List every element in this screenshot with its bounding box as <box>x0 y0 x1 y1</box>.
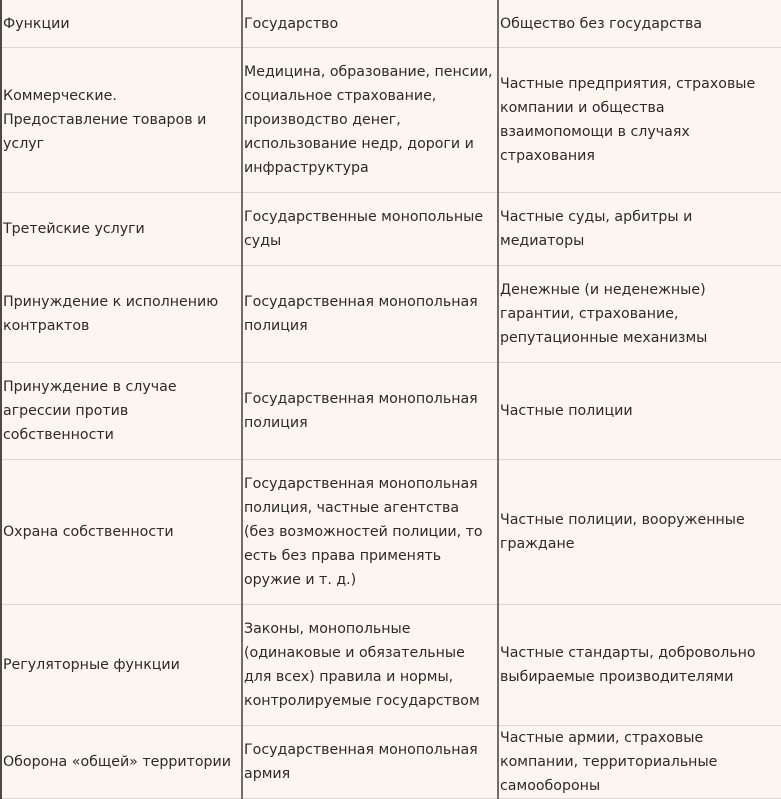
cell-stateless: Частные предприятия, страховые компании и общества взаимопомощи в случаях страхования <box>498 48 781 193</box>
cell-state: Государственная монопольная армия <box>242 726 498 799</box>
cell-stateless: Частные суды, арбитры и медиаторы <box>498 193 781 266</box>
cell-state: Государственная монопольная полиция <box>242 363 498 460</box>
cell-function: Охрана собственности <box>1 460 242 605</box>
cell-function: Третейские услуги <box>1 193 242 266</box>
cell-function: Коммерческие. Предоставление товаров и услуг <box>1 48 242 193</box>
table-row <box>1 605 781 726</box>
cell-state: Государственная монопольная полиция, частные агентства (без возможностей полиции, то есть без права применять оружие и т. д.) <box>242 460 498 605</box>
cell-stateless: Частные армии, страховые компании, территориальные самообороны <box>498 726 781 799</box>
cell-function: Регуляторные функции <box>1 605 242 726</box>
cell-state: Государственная монопольная полиция <box>242 266 498 363</box>
cell-stateless: Денежные (и неденежные) гарантии, страхование, репутационные механизмы <box>498 266 781 363</box>
header-stateless: Общество без государства <box>498 0 781 48</box>
cell-function: Принуждение к исполнению контрактов <box>1 266 242 363</box>
table-row <box>1 48 781 193</box>
cell-state: Государственные монопольные суды <box>242 193 498 266</box>
cell-stateless: Частные полиции <box>498 363 781 460</box>
header-functions: Функции <box>1 0 242 48</box>
table-row <box>1 193 781 266</box>
table-row <box>1 460 781 605</box>
cell-function: Оборона «общей» территории <box>1 726 242 799</box>
cell-function: Принуждение в случае агрессии против собственности <box>1 363 242 460</box>
table-row <box>1 363 781 460</box>
table-row <box>1 266 781 363</box>
header-state: Государство <box>242 0 498 48</box>
table-row <box>1 726 781 799</box>
table-header-row <box>1 0 781 48</box>
cell-stateless: Частные стандарты, добровольно выбираемые производителями <box>498 605 781 726</box>
cell-state: Законы, монопольные (одинаковые и обязательные для всех) правила и нормы, контролируемые государством <box>242 605 498 726</box>
cell-state: Медицина, образование, пенсии, социальное страхование, производство денег, использование недр, дороги и инфраструктура <box>242 48 498 193</box>
cell-stateless: Частные полиции, вооруженные граждане <box>498 460 781 605</box>
